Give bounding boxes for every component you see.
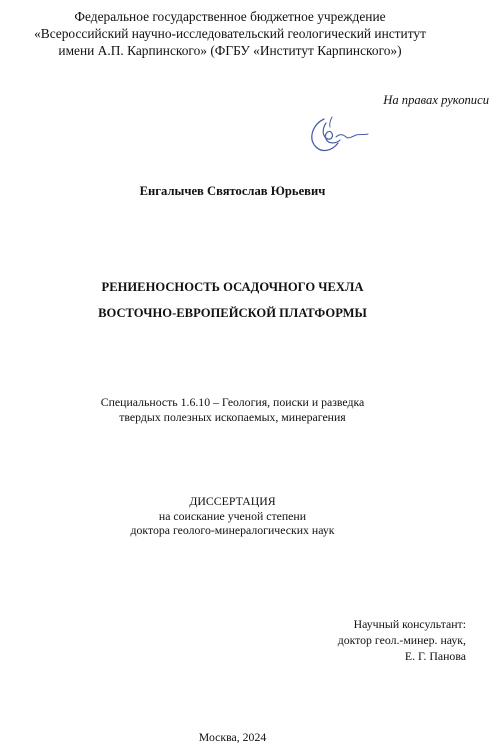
specialty	[0, 395, 465, 424]
institution-line-3: имени А.П. Карпинского» (ФГБУ «Институт Карпинского»)	[58, 43, 402, 58]
dissertation-type	[0, 494, 465, 538]
title-line-2: ВОСТОЧНО-ЕВРОПЕЙСКОЙ ПЛАТФОРМЫ	[98, 306, 367, 320]
consultant-label: Научный консультант:	[353, 617, 466, 631]
manuscript-note: На правах рукописи	[383, 93, 489, 107]
institution-header	[0, 8, 460, 59]
scientific-consultant	[338, 616, 466, 664]
author-name: Енгалычев Святослав Юрьевич	[139, 184, 326, 198]
specialty-line-2: твердых полезных ископаемых, минерагения	[119, 409, 346, 424]
dissertation-line-1: на соискание ученой степени	[158, 508, 307, 523]
dissertation-line-2: доктора геолого-минералогических наук	[130, 523, 335, 537]
title-line-1: РЕНИЕНОСНОСТЬ ОСАДОЧНОГО ЧЕХЛА	[101, 280, 364, 294]
institution-line-2: «Всероссийский научно-исследовательский геологический институт	[34, 26, 426, 41]
institution-line-1: Федеральное государственное бюджетное учреждение	[74, 9, 386, 24]
signature-icon	[302, 113, 370, 157]
consultant-degree: доктор геол.-минер. наук,	[337, 633, 466, 647]
specialty-line-1: Специальность 1.6.10 – Геология, поиски и разведка	[100, 395, 365, 409]
dissertation-heading: ДИССЕРТАЦИЯ	[189, 494, 276, 508]
place-and-year: Москва, 2024	[198, 730, 267, 744]
dissertation-title	[0, 274, 465, 326]
consultant-name: Е. Г. Панова	[404, 649, 466, 663]
